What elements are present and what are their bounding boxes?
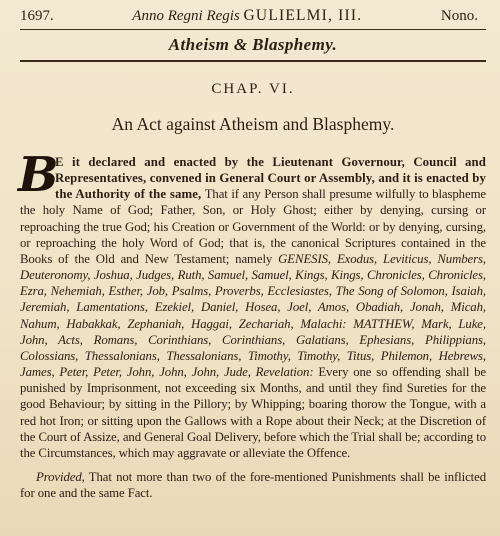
proviso-label: Provided, (36, 469, 85, 484)
body-text-2: Every one so offending shall be punished by Imprisonment, not exceeding six Months, and until they find Sureties for the good Behaviour; by sitting in the Pillory; by Whipping; boaring thorow the Tongue, with a red hot Iron; or sitting upon the Gallows with a Rope about their Neck; at the Discretion of the Court of Assize, and General Goal Delivery, before which the Trial shall be; according to the Circumstances, which may aggravate or alleviate the Offence. (20, 365, 486, 460)
proviso-paragraph (20, 469, 486, 501)
enacting-clause: E it declared and enacted by the Lieutenant Governour, Council and Representatives, convened in General Court or Assembly, and it is enacted by the Authority of the same, (55, 155, 486, 202)
header-year: 1697. (20, 8, 54, 24)
header-regnal (54, 6, 441, 26)
header-king: GULIELMI, III. (243, 7, 363, 24)
header-regnal-text: Anno Regni Regis (132, 8, 240, 24)
books-list: GENESIS, Exodus, Leviticus, Numbers, Deuteronomy, Joshua, Judges, Ruth, Samuel, Samuel, Kings, Kings, Chronicles, Chronicles, Ezra, Nehemiah, Esther, Job, Psalms, Proverbs, Ecclesiastes, The Song of Solomon, Isaiah, Jeremiah, Lamentations, Ezekiel, Daniel, Hosea, Joel, Amos, Obadiah, Jonah, Micah, Nahum, Habakkak, Zephaniah, Haggai, Zechariah, Malachi: MATTHEW, Mark, Luke, John, Acts, Romans, Corinthians, Corinthians, Galatians, Ephesians, Philippians, Colossians, Thessalonians, Thessalonians, Timothy, Timothy, Titus, Philemon, Hebrews, James, Peter, Peter, John, John, John, Jude, Revelation: (20, 251, 486, 380)
body-text-1: That if any Person shall presume wilfully to blaspheme the holy Name of God; Father, Son, or Holy Ghost; either by denying, cursing or reproaching the true God; his Creation or Government of the World: or by denying, cursing, or reproaching the holy Word of God; that is, the canonical Scriptures contained in the Books of the Old and New Testament; namely (20, 187, 486, 266)
running-head (20, 6, 486, 25)
proviso-text: That not more than two of the fore-mentioned Punishments shall be inflicted for one and the same Fact. (20, 469, 486, 501)
section-title: Atheism & Blasphemy. (168, 35, 338, 54)
act-title: An Act against Atheism and Blasphemy. (111, 114, 395, 134)
act-body (18, 147, 486, 501)
drop-cap: B (18, 147, 59, 203)
chapter-heading: CHAP. VI. (211, 81, 295, 97)
section-rule (20, 60, 486, 62)
header-rule (20, 29, 486, 30)
header-number: Nono. (440, 8, 478, 24)
